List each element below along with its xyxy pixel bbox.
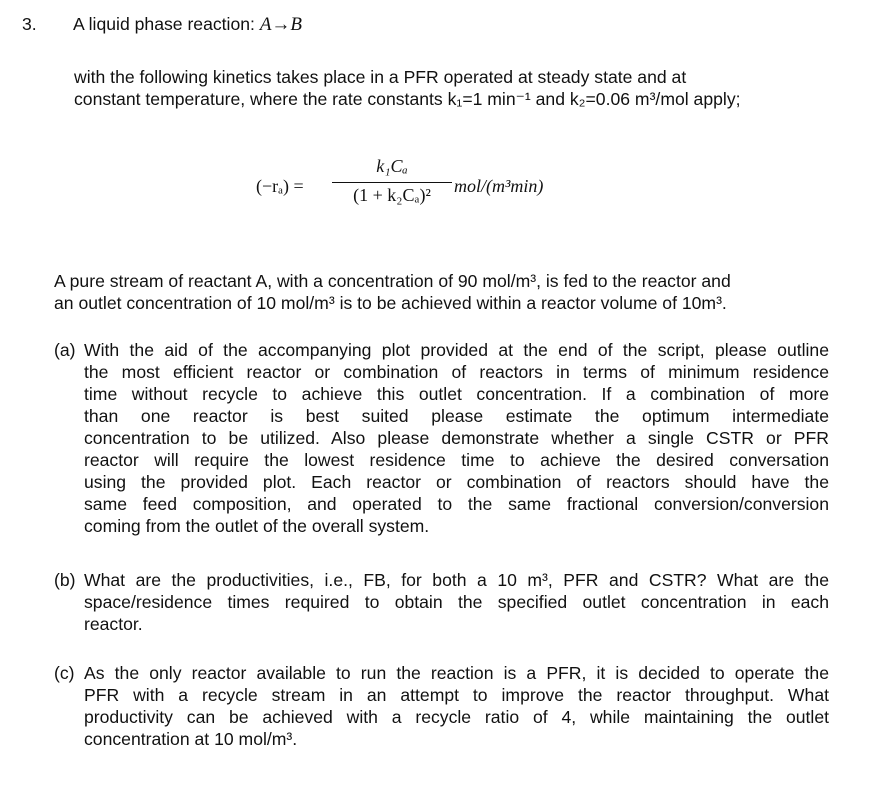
equation-units: mol/(m³min)	[454, 176, 544, 196]
part-a-body	[84, 339, 829, 537]
part-b-line: What are the productivities, i.e., FB, for both a 10 m³, PFR and CSTR? What are the	[84, 570, 829, 590]
equation-numerator: k₁Cₐ	[376, 156, 408, 176]
part-a-line: using the provided plot. Each reactor or combination of reactors should have the	[84, 472, 829, 492]
part-c-line: concentration at 10 mol/m³.	[84, 729, 298, 749]
reaction-formula: A→B	[259, 14, 303, 35]
part-c-body	[84, 662, 829, 750]
part-b-line: space/residence times required to obtain the specified outlet concentration in each	[84, 592, 829, 612]
question-title	[73, 13, 302, 36]
part-a-line: With the aid of the accompanying plot provided at the end of the script, please outline	[84, 340, 829, 360]
intro-line: with the following kinetics takes place in a PFR operated at steady state and at	[74, 67, 687, 87]
part-c-line: PFR with a recycle stream in an attempt to improve the reactor throughput. What	[84, 685, 829, 705]
stream-line: A pure stream of reactant A, with a concentration of 90 mol/m³, is fed to the reactor and	[54, 271, 731, 291]
fraction-bar	[332, 182, 452, 183]
part-b-line: reactor.	[84, 614, 143, 634]
part-a-line: than one reactor is best suited please estimate the optimum intermediate	[84, 406, 829, 426]
part-c-label: (c)	[54, 663, 75, 683]
equation-fraction	[332, 156, 452, 206]
part-a-line: time without recycle to achieve this outlet concentration. If a combination of more	[84, 384, 829, 404]
feed-stream-paragraph	[54, 270, 731, 314]
part-b-label: (b)	[54, 570, 76, 590]
part-c-line: As the only reactor available to run the reaction is a PFR, it is decided to operate the	[84, 663, 829, 683]
part-a-line: the most efficient reactor or combination of reactors in terms of minimum residence	[84, 362, 829, 382]
part-c-line: productivity can be achieved with a recycle ratio of 4, while maintaining the outlet	[84, 707, 829, 727]
part-a-line: reactor will require the lowest residence time to achieve the desired conversation	[84, 450, 829, 470]
part-a-label: (a)	[54, 340, 76, 360]
question-number: 3.	[22, 14, 37, 34]
part-a-line: coming from the outlet of the overall system.	[84, 516, 430, 536]
part-a-line: concentration to be utilized. Also please demonstrate whether a single CSTR or PFR	[84, 428, 829, 448]
title-text: A liquid phase reaction:	[73, 14, 260, 34]
stream-line: an outlet concentration of 10 mol/m³ is to be achieved within a reactor volume of 10m³.	[54, 293, 727, 313]
part-a-line: same feed composition, and operated to the same fractional conversion/conversion	[84, 494, 829, 514]
equation-denominator: (1 + k₂Cₐ)²	[353, 185, 431, 205]
intro-line: constant temperature, where the rate constants k₁=1 min⁻¹ and k₂=0.06 m³/mol apply;	[74, 89, 741, 109]
part-b-body	[84, 569, 829, 635]
rate-equation	[256, 156, 616, 226]
intro-paragraph	[74, 66, 741, 110]
equation-lhs: (−rₐ) =	[256, 176, 304, 196]
